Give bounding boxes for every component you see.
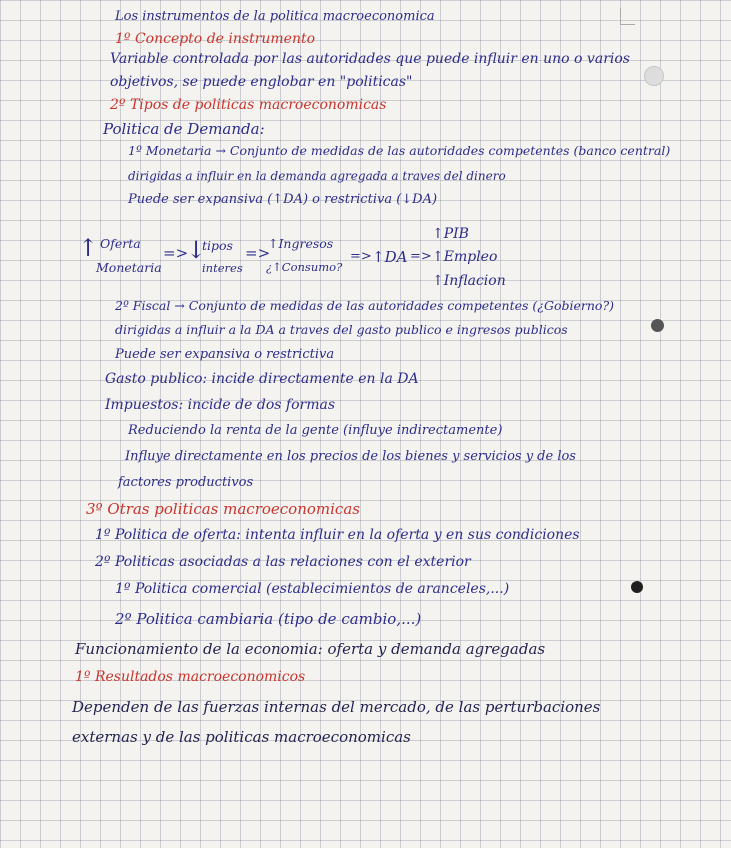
text-line: dirigidas a influir a la DA a traves del gasto publico e ingresos publicos <box>115 322 568 337</box>
text-line: Dependen de las fuerzas internas del mercado, de las perturbaciones <box>72 698 601 716</box>
text-line: externas y de las politicas macroeconomicas <box>72 728 411 746</box>
text-line: Puede ser expansiva o restrictiva <box>115 347 335 362</box>
section-heading: 1º Concepto de instrumento <box>115 31 316 47</box>
diagram-arrow: => <box>350 249 372 264</box>
text-line: 1º Monetaria → Conjunto de medidas de las autoridades competentes (banco central) <box>128 143 671 158</box>
section-heading: 2º Tipos de politicas macroeconomicas <box>110 97 387 113</box>
diagram-oferta: Oferta <box>100 236 141 251</box>
text-line: Puede ser expansiva (↑DA) o restrictiva (↓DA) <box>128 192 438 207</box>
text-line: 1º Politica de oferta: intenta influir en la oferta y en sus condiciones <box>95 527 580 543</box>
text-line: factores productivos <box>118 475 254 490</box>
text-line: 2º Fiscal → Conjunto de medidas de las autoridades competentes (¿Gobierno?) <box>115 298 615 313</box>
text-line: Influye directamente en los precios de los bienes y servicios y de los <box>125 449 576 464</box>
corner-mark <box>620 8 635 25</box>
diagram-tipos: tipos <box>202 238 233 253</box>
text-line: 2º Politica cambiaria (tipo de cambio,...) <box>115 610 422 628</box>
diagram-consumo: ¿↑Consumo? <box>266 260 343 274</box>
diagram-pib: ↑PIB <box>432 226 469 242</box>
diagram-arrow: => <box>245 244 271 262</box>
section-heading: 1º Resultados macroeconomicos <box>75 669 306 685</box>
up-arrow-icon: ↑ <box>78 234 99 262</box>
punch-hole <box>651 319 664 332</box>
text-line: objetivos, se puede englobar en "politicas" <box>110 74 413 90</box>
diagram-arrow: => <box>163 244 189 262</box>
text-line: Reduciendo la renta de la gente (influye indirectamente) <box>128 423 503 438</box>
text-line: Impuestos: incide de dos formas <box>105 397 336 413</box>
text-line: Variable controlada por las autoridades que puede influir en uno o varios <box>110 51 630 67</box>
diagram-da: ↑DA <box>372 248 408 266</box>
text-line: 1º Politica comercial (establecimientos de aranceles,...) <box>115 581 510 597</box>
subheading: Politica de Demanda: <box>103 120 265 138</box>
punch-hole <box>644 66 664 86</box>
down-arrow-icon: ↓ <box>186 236 207 264</box>
diagram-ingresos: ↑Ingresos <box>268 236 334 251</box>
diagram-arrow: => <box>410 249 432 264</box>
text-line: dirigidas a influir en la demanda agregada a traves del dinero <box>128 169 506 183</box>
diagram-empleo: ↑Empleo <box>432 249 498 265</box>
section-heading: 3º Otras politicas macroeconomicas <box>86 500 360 518</box>
text-line: Funcionamiento de la economia: oferta y demanda agregadas <box>75 640 546 658</box>
punch-hole <box>631 581 643 593</box>
diagram-monetaria: Monetaria <box>96 260 162 275</box>
heading-main: Los instrumentos de la politica macroeconomica <box>115 9 435 24</box>
text-line: Gasto publico: incide directamente en la DA <box>105 371 419 387</box>
diagram-inflacion: ↑Inflacion <box>432 273 506 289</box>
diagram-interes: interes <box>202 261 243 275</box>
text-line: 2º Politicas asociadas a las relaciones con el exterior <box>95 554 471 570</box>
